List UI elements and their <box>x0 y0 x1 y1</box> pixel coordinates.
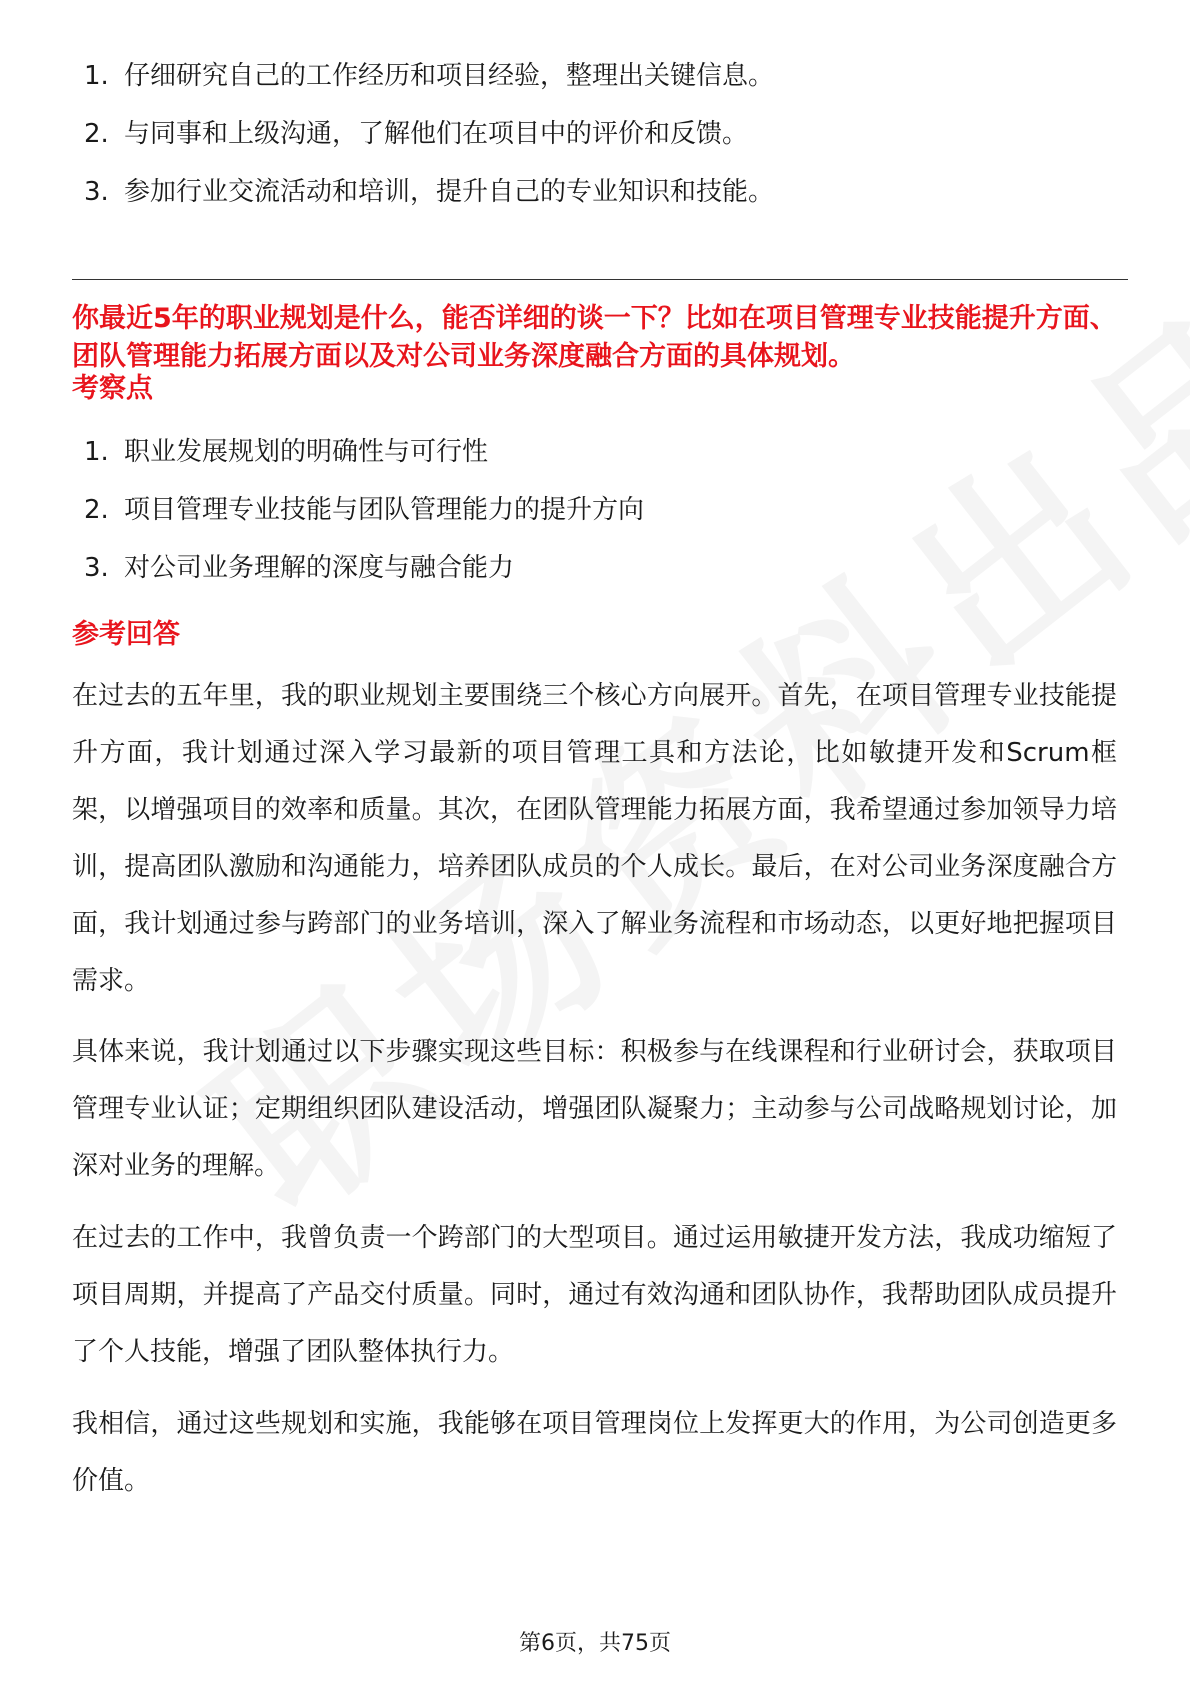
answer-heading: 参考回答 <box>72 619 180 650</box>
exam-points-list <box>84 434 1124 608</box>
page-footer: 第6页，共75页 <box>519 1631 671 1656</box>
answer-paragraph-3: 在过去的工作中，我曾负责一个跨部门的大型项目。通过运用敏捷开发方法，我成功缩短了项目周期，并提高了产品交付质量。同时，通过有效沟通和团队协作，我帮助团队成员提升了个人技能，增强了团队整体执行力。 <box>72 1223 1117 1367</box>
list-item: 1. 仔细研究自己的工作经历和项目经验，整理出关键信息。 <box>84 61 775 91</box>
top-list <box>84 58 1124 232</box>
answer-paragraph-2: 具体来说，我计划通过以下步骤实现这些目标：积极参与在线课程和行业研讨会，获取项目管理专业认证；定期组织团队建设活动，增强团队凝聚力；主动参与公司战略规划讨论，加深对业务的理解。 <box>72 1037 1117 1181</box>
list-item: 1. 职业发展规划的明确性与可行性 <box>84 437 489 467</box>
section-divider <box>72 279 1128 280</box>
answer-paragraph-1: 在过去的五年里，我的职业规划主要围绕三个核心方向展开。首先，在项目管理专业技能提升方面，我计划通过深入学习最新的项目管理工具和方法论，比如敏捷开发和Scrum框架，以增强项目的效率和质量。其次，在团队管理能力拓展方面，我希望通过参加领导力培训，提高团队激励和沟通能力，培养团队成员的个人成长。最后，在对公司业务深度融合方面，我计划通过参与跨部门的业务培训，深入了解业务流程和市场动态，以更好地把握项目需求。 <box>72 681 1117 996</box>
list-item: 2. 项目管理专业技能与团队管理能力的提升方向 <box>84 495 645 525</box>
list-item: 3. 参加行业交流活动和培训，提升自己的专业知识和技能。 <box>84 177 775 207</box>
answer-paragraph-4: 我相信，通过这些规划和实施，我能够在项目管理岗位上发挥更大的作用，为公司创造更多价值。 <box>72 1409 1117 1496</box>
list-item: 3. 对公司业务理解的深度与融合能力 <box>84 553 515 583</box>
question-title: 你最近5年的职业规划是什么，能否详细的谈一下？比如在项目管理专业技能提升方面、团队管理能力拓展方面以及对公司业务深度融合方面的具体规划。 <box>72 303 1117 372</box>
exam-points-heading: 考察点 <box>72 373 153 404</box>
list-item: 2. 与同事和上级沟通，了解他们在项目中的评价和反馈。 <box>84 119 749 149</box>
